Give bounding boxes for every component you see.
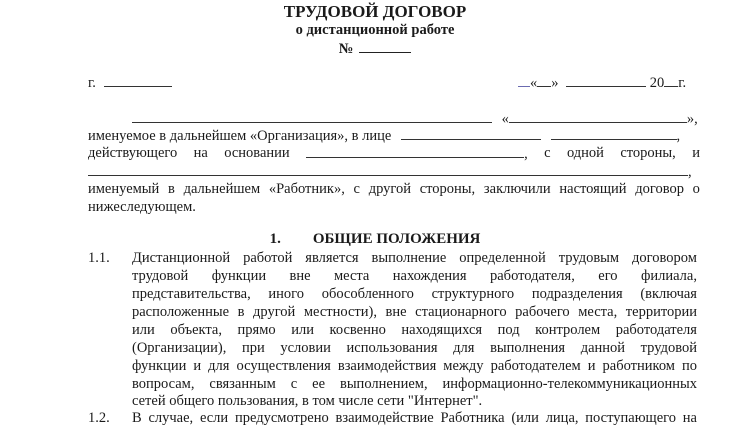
- representative-position-blank[interactable]: [401, 127, 541, 140]
- year-blank[interactable]: [664, 74, 678, 87]
- org-form-blank[interactable]: [132, 110, 492, 123]
- item-1-1-line-1: Дистанционной работой является выполнение определенной трудовым договором: [132, 250, 697, 266]
- date-pre-blank[interactable]: [518, 74, 530, 87]
- item-1-1-line-6: (Организации), при условии использования для выполнения данной трудовой: [132, 340, 697, 356]
- city-blank[interactable]: [104, 74, 172, 87]
- contract-number: [0, 40, 750, 58]
- item-1-2-line-1: В случае, если предусмотрено взаимодействие Работника (или лица, поступающего на: [132, 410, 697, 426]
- item-1-1-line-7: функции и для осуществления взаимодействия между работодателем и работником по: [132, 358, 697, 374]
- item-1-1-line-8: вопросам, связанным с ее выполнением, информационно-телекоммуникационных: [132, 376, 697, 392]
- year-suffix: г.: [678, 75, 687, 91]
- section-title: ОБЩИЕ ПОЛОЖЕНИЯ: [312, 231, 481, 247]
- org-name-blank[interactable]: [509, 110, 687, 123]
- date-line: [518, 74, 686, 92]
- org-name-line: [132, 110, 698, 128]
- item-1-1-line-4: расположенные в другой местности), вне стационарного рабочего места, территории: [132, 304, 697, 320]
- number-label: №: [338, 41, 354, 57]
- comma: ,: [676, 128, 681, 144]
- comma: ,: [524, 146, 528, 162]
- item-number: 1.1.: [88, 250, 110, 266]
- basis-word-5: одной: [566, 145, 604, 161]
- year-prefix: 20: [649, 75, 665, 91]
- employee-name-line: [88, 163, 692, 181]
- month-blank[interactable]: [566, 74, 646, 87]
- basis-word-1: действующего: [88, 145, 178, 161]
- item-number: 1.2.: [88, 410, 110, 426]
- day-blank[interactable]: [537, 74, 551, 87]
- document-subtitle: о дистанционной работе: [295, 22, 455, 38]
- basis-word-7: и: [692, 145, 700, 161]
- section-number: 1.: [269, 231, 281, 247]
- item-1-1-line-2: трудовой функции вне места нахождения работодателя, его филиала,: [132, 268, 697, 284]
- org-close-quote: »,: [686, 111, 698, 127]
- basis-word-2: на: [193, 145, 208, 161]
- city-label: г.: [88, 75, 96, 91]
- basis-word-6: стороны,: [620, 145, 676, 161]
- basis-word-4: с: [544, 145, 551, 161]
- org-representative-line: [88, 127, 680, 145]
- employee-intro-line: именуемый в дальнейшем «Работник», с другой стороны, заключили настоящий договор о: [88, 181, 700, 197]
- date-open-quote: «: [530, 75, 538, 91]
- item-1-1-line-5: или объекта, прямо или косвенно находящихся под контролем работодателя: [132, 322, 697, 338]
- basis-blank[interactable]: [306, 145, 524, 158]
- city-line: [88, 74, 172, 92]
- org-intro-text: именуемое в дальнейшем «Организация», в лице: [88, 128, 392, 144]
- date-close-quote: »: [551, 75, 559, 91]
- section-heading: [0, 231, 750, 248]
- comma: ,: [688, 164, 692, 180]
- document-title: ТРУДОВОЙ ДОГОВОР: [283, 2, 467, 21]
- number-blank[interactable]: [359, 40, 411, 53]
- employee-name-blank[interactable]: [88, 163, 688, 176]
- org-open-quote: «: [501, 111, 509, 127]
- preamble-end-line: нижеследующем.: [88, 199, 196, 215]
- representative-name-blank[interactable]: [551, 127, 677, 140]
- basis-line: [88, 145, 700, 163]
- item-1-1-line-9: сетей общего пользования, в том числе сети "Интернет".: [132, 393, 483, 409]
- basis-word-3: основании: [224, 145, 290, 161]
- item-1-1-line-3: представительства, иного обособленного структурного подразделения (включая: [132, 286, 697, 302]
